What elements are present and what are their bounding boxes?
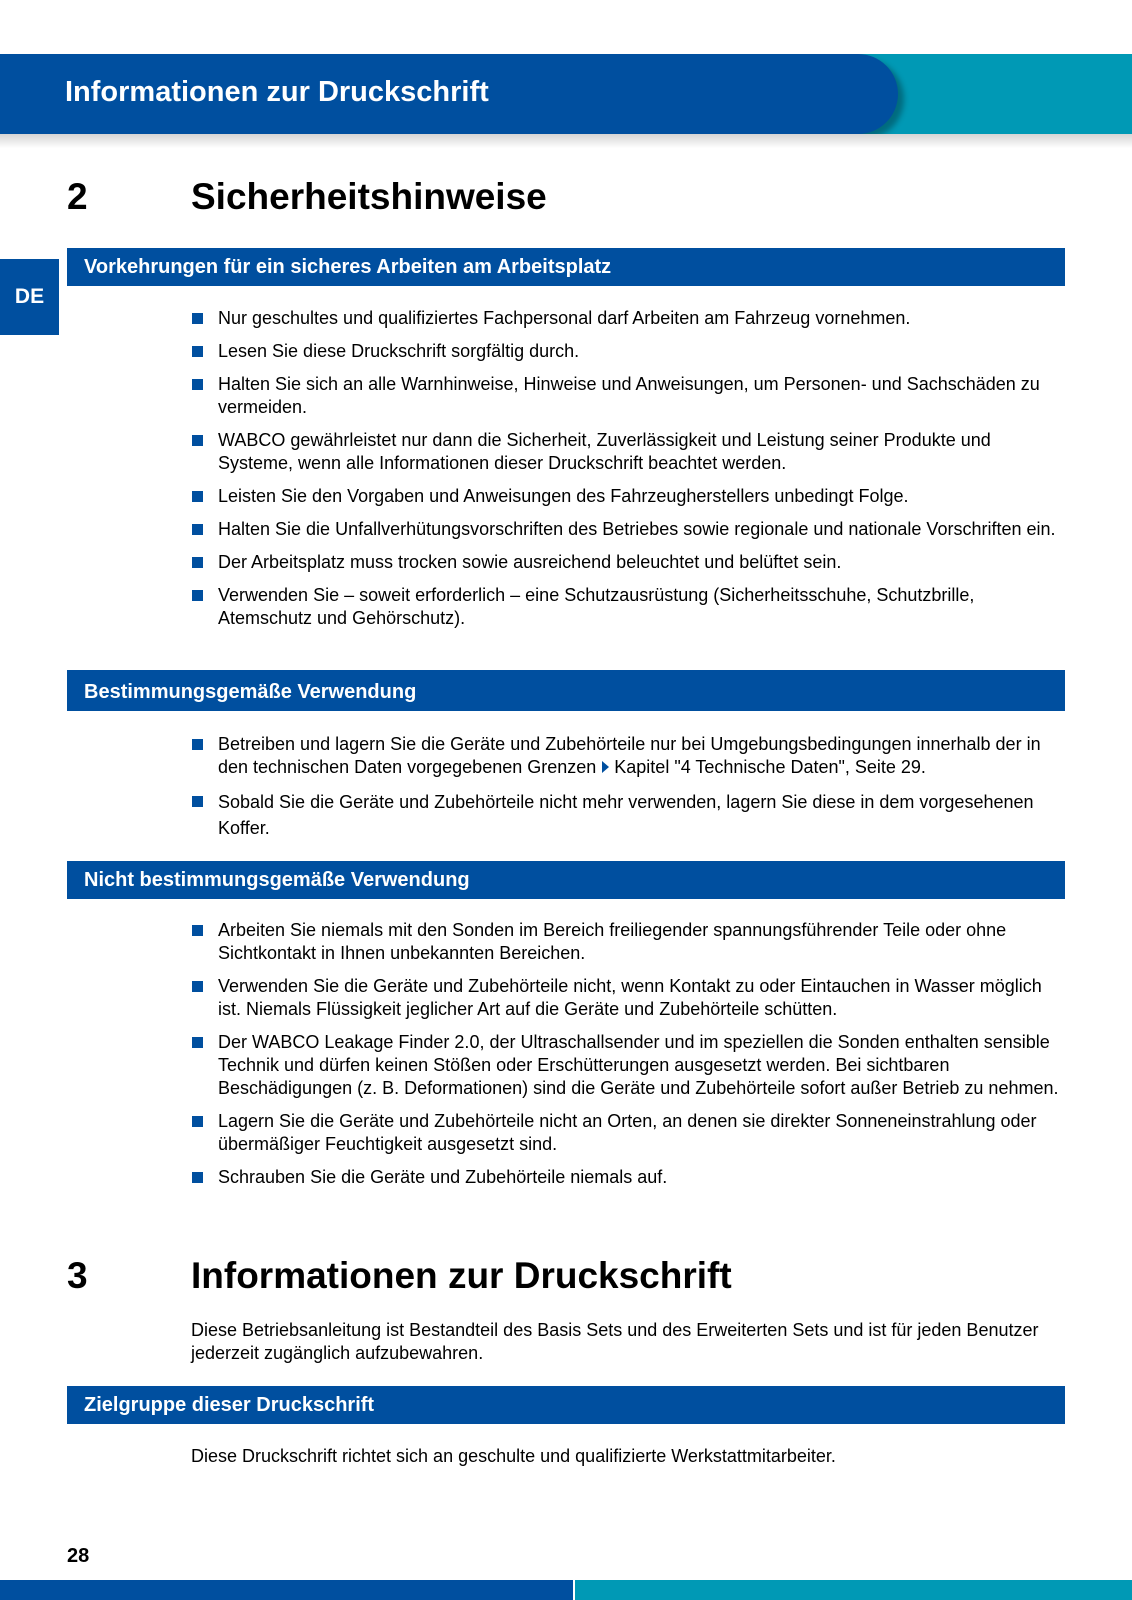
cross-reference-link[interactable]: Kapitel "4 Technische Daten", Seite 29. [614,757,926,777]
chapter-3-intro: Diese Betriebsanleitung ist Bestandteil des Basis Sets und des Erweiterten Sets und ist für jeden Benutzer jederzeit zugänglich aufzubewahren. [191,1320,1039,1363]
list-item: Sobald Sie die Geräte und Zubehörteile nicht mehr verwenden, lagern Sie diese in dem vorgesehenen Koffer. [192,789,1062,841]
workplace-list [192,307,1062,640]
section-bar-misuse: Nicht bestimmungsgemäße Verwendung [67,861,1065,899]
list-item: Halten Sie die Unfallverhütungsvorschriften des Betriebes sowie regionale und nationale Vorschriften ein. [192,518,1062,541]
list-item: Verwenden Sie die Geräte und Zubehörteile nicht, wenn Kontakt zu oder Eintauchen in Wasser möglich ist. Niemals Flüssigkeit jeglicher Art auf die Geräte und Zubehörteile schütten. [192,975,1062,1021]
bullet-square-icon [192,590,203,601]
chapter-number: 3 [67,1255,88,1296]
bullet-square-icon [192,1037,203,1048]
bullet-square-icon [192,379,203,390]
list-item: Halten Sie sich an alle Warnhinweise, Hinweise und Anweisungen, um Personen- und Sachschäden zu vermeiden. [192,373,1062,419]
list-item: Arbeiten Sie niemals mit den Sonden im Bereich freiliegender spannungsführender Teile oder ohne Sichtkontakt in Ihnen unbekannten Bereichen. [192,919,1062,965]
footer-teal-band [575,1580,1132,1600]
list-item: Der Arbeitsplatz muss trocken sowie ausreichend beleuchtet und belüftet sein. [192,551,1062,574]
header-shadow [0,134,1132,148]
bullet-square-icon [192,524,203,535]
list-item: Lesen Sie diese Druckschrift sorgfältig durch. [192,340,1062,363]
bullet-square-icon [192,796,203,807]
chapter-title: Informationen zur Druckschrift [191,1255,732,1296]
list-item: Lagern Sie die Geräte und Zubehörteile nicht an Orten, an denen sie direkter Sonneneinstrahlung oder übermäßiger Feuchtigkeit ausgesetzt sind. [192,1110,1062,1156]
cross-reference-arrow-icon [602,761,609,773]
section-bar-target-group: Zielgruppe dieser Druckschrift [67,1386,1065,1424]
bullet-square-icon [192,557,203,568]
misuse-list [192,919,1062,1199]
page-number: 28 [67,1545,90,1567]
section-bar-intended-use: Bestimmungsgemäße Verwendung [67,670,1065,711]
footer-blue-band [0,1580,573,1600]
section-bar-workplace: Vorkehrungen für ein sicheres Arbeiten am Arbeitsplatz [67,248,1065,286]
intended-use-list [192,733,1062,851]
list-item: WABCO gewährleistet nur dann die Sicherheit, Zuverlässigkeit und Leistung seiner Produkte und Systeme, wenn alle Informationen dieser Druckschrift beachtet werden. [192,429,1062,475]
list-item: Nur geschultes und qualifiziertes Fachpersonal darf Arbeiten am Fahrzeug vornehmen. [192,307,1062,330]
bullet-square-icon [192,313,203,324]
list-item: Leisten Sie den Vorgaben und Anweisungen des Fahrzeugherstellers unbedingt Folge. [192,485,1062,508]
language-tab: DE [0,259,59,335]
bullet-square-icon [192,1172,203,1183]
chapter-number: 2 [67,176,88,217]
bullet-square-icon [192,491,203,502]
bullet-square-icon [192,981,203,992]
list-item: Schrauben Sie die Geräte und Zubehörteile niemals auf. [192,1166,1062,1189]
list-item: Betreiben und lagern Sie die Geräte und Zubehörteile nur bei Umgebungsbedingungen innerhalb der in den technischen Daten vorgegebenen Grenzen Kapitel "4 Technische Daten", Seite 29. [192,733,1062,779]
list-item: Der WABCO Leakage Finder 2.0, der Ultraschallsender und im speziellen die Sonden enthalten sensible Technik und dürfen keinen Stößen oder Erschütterungen ausgesetzt werden. Bei sichtbaren Beschädigungen (z. B. Deformationen) sind die Geräte und Zubehörteile sofort außer Betrieb zu nehmen. [192,1031,1062,1100]
chapter-title: Sicherheitshinweise [191,176,547,217]
bullet-square-icon [192,925,203,936]
bullet-square-icon [192,739,203,750]
bullet-square-icon [192,435,203,446]
bullet-square-icon [192,346,203,357]
header-title: Informationen zur Druckschrift [65,76,489,108]
list-item: Verwenden Sie – soweit erforderlich – eine Schutzausrüstung (Sicherheitsschuhe, Schutzbrille, Atemschutz und Gehörschutz). [192,584,1062,630]
bullet-square-icon [192,1116,203,1127]
target-group-text: Diese Druckschrift richtet sich an geschulte und qualifizierte Werkstattmitarbeiter. [191,1446,836,1466]
